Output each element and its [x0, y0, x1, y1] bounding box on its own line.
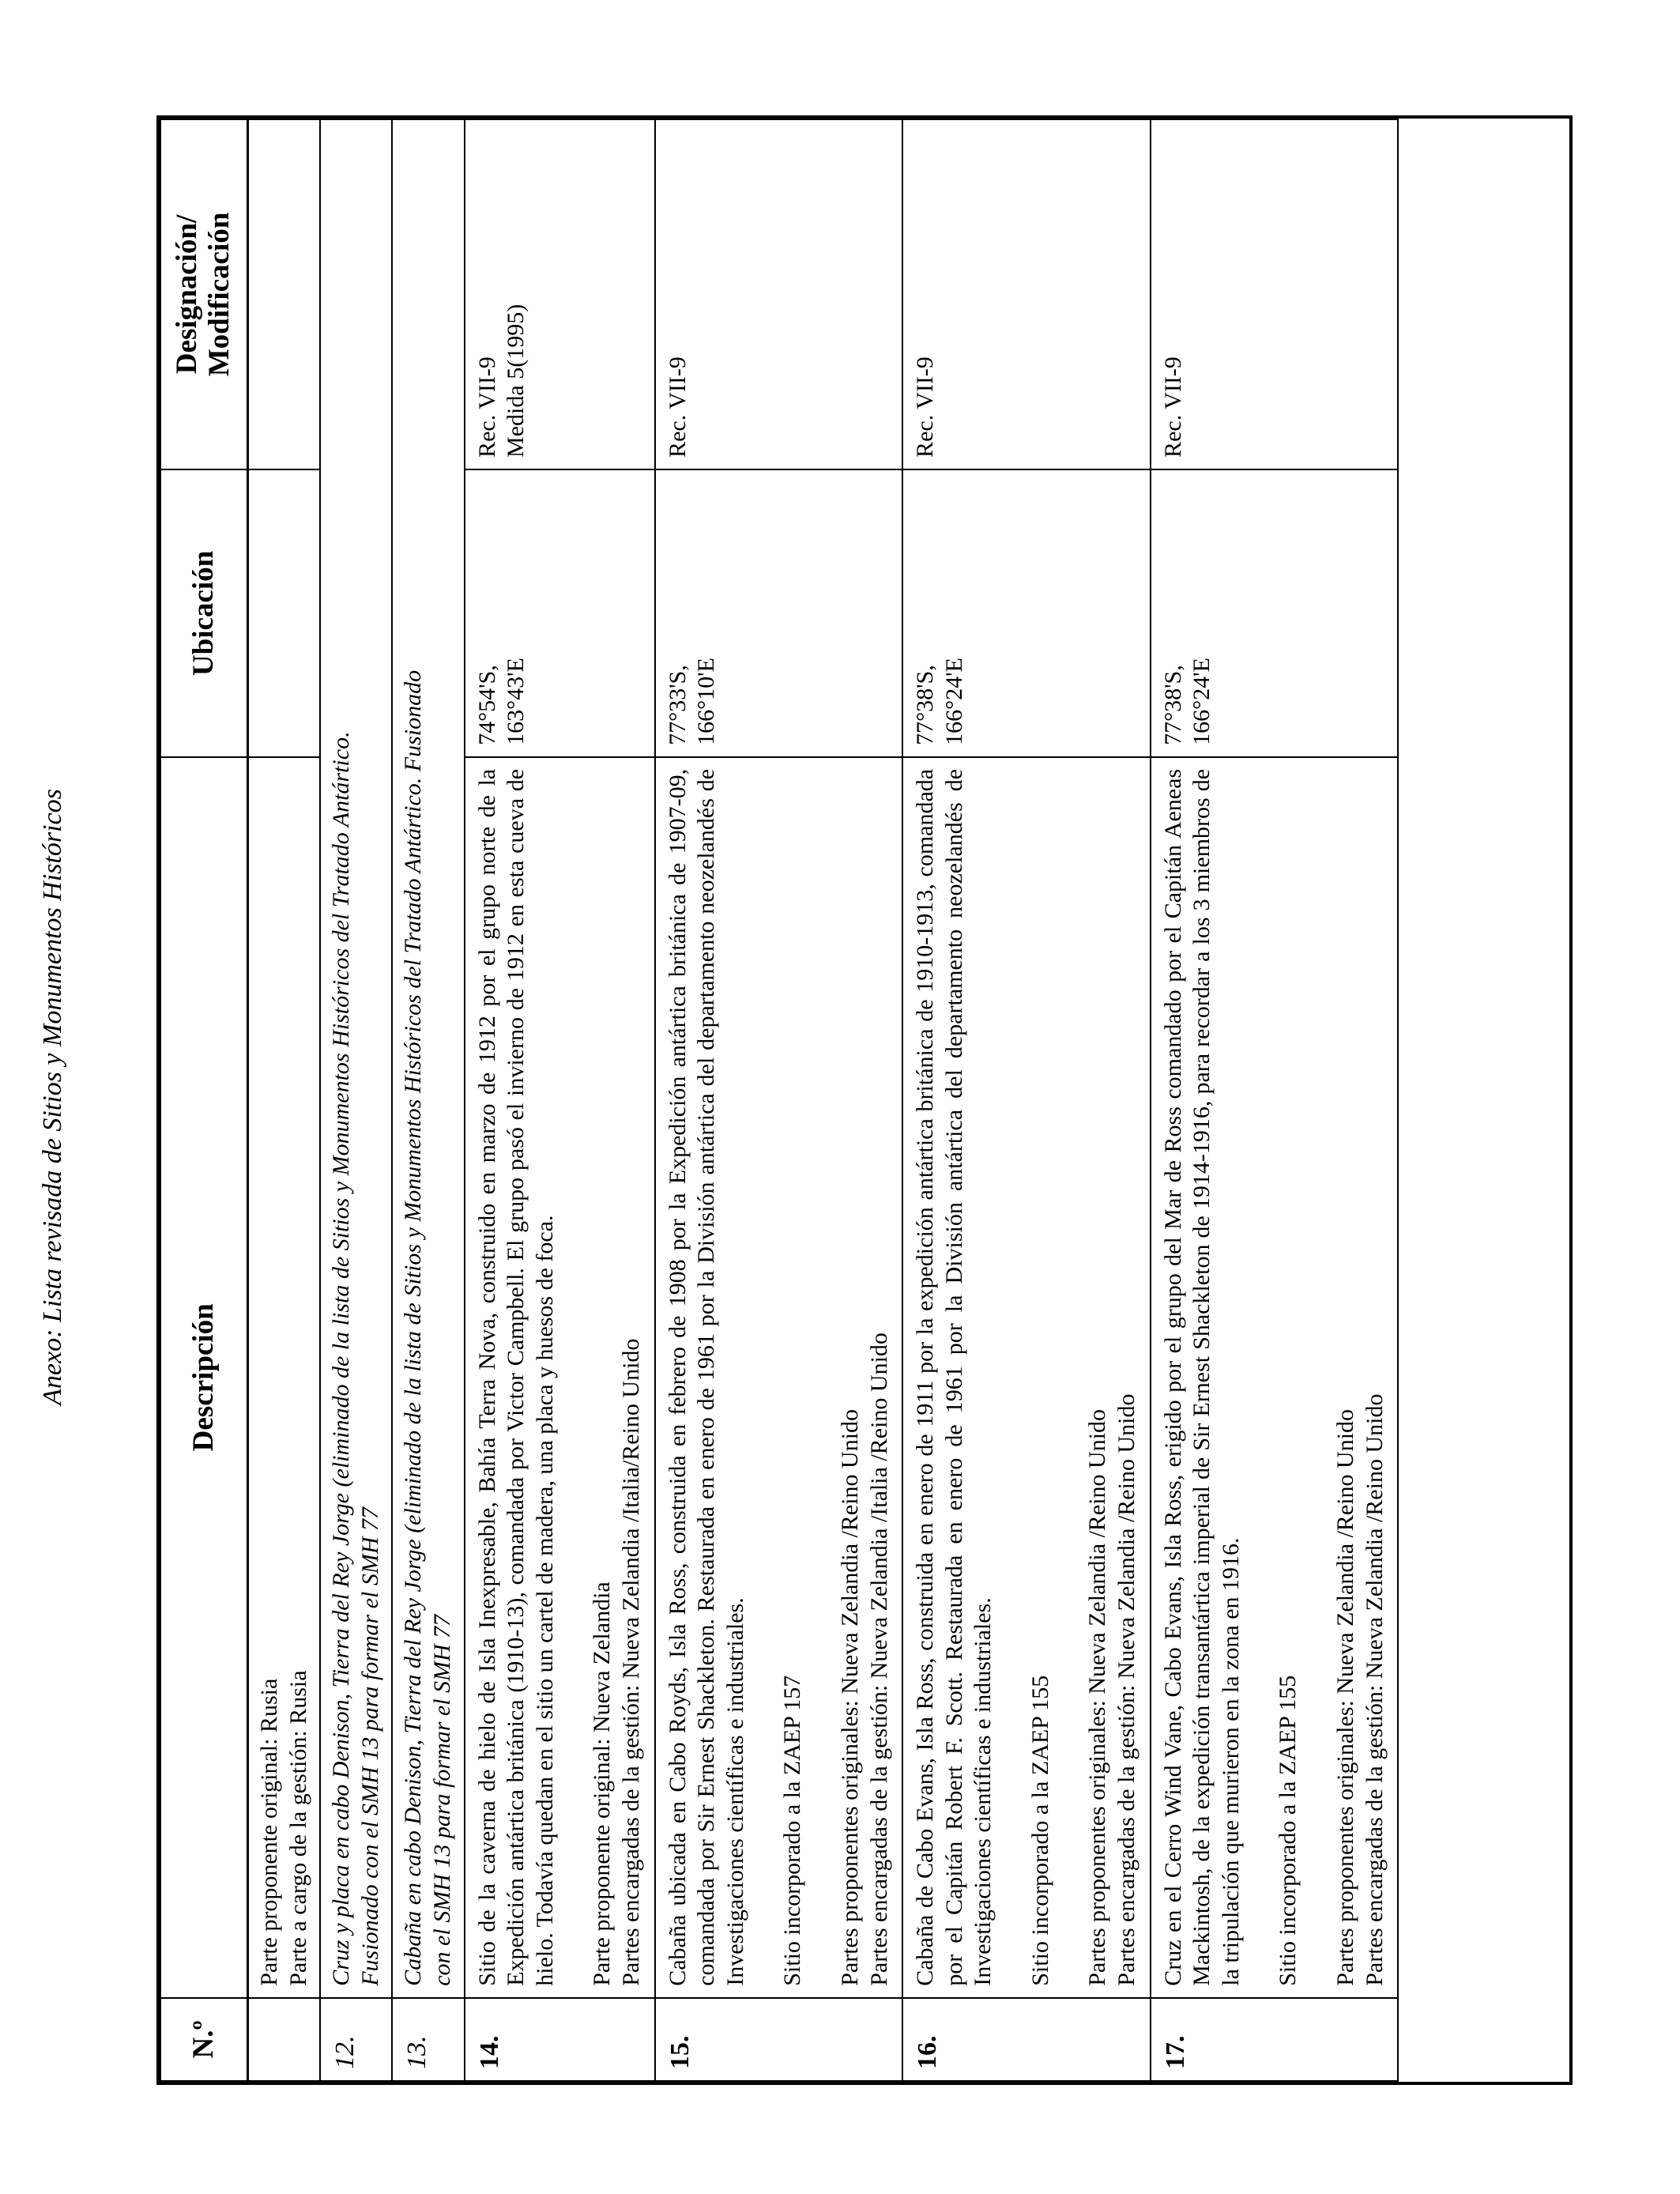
row-number: 13.: [392, 1998, 464, 2081]
latitude: 77°38'S,: [1159, 665, 1186, 745]
row-location: [1151, 469, 1399, 757]
managing-parties: Partes encargadas de la gestión: Nueva Zelandia /Reino Unido: [1113, 1393, 1140, 1986]
row-location: [655, 469, 903, 757]
header-location: Ubicación: [160, 469, 248, 757]
managing-parties: Partes encargadas de la gestión: Nueva Zelandia /Italia /Reino Unido: [865, 1333, 892, 1986]
table-row: [465, 119, 655, 2081]
latitude: 77°33'S,: [664, 665, 691, 745]
removed-note-line: con el SMH 13 para formar el SMH 77: [428, 1614, 455, 1986]
header-designation: [160, 119, 248, 469]
row-number: 17.: [1151, 1998, 1399, 2081]
incorporated-note: Sitio incorporado a la ZAEP 155: [1026, 1675, 1053, 1986]
header-designation-line2: Modificación: [203, 212, 235, 377]
table-row: [655, 119, 903, 2081]
row-designation: [655, 119, 903, 469]
table-row: [248, 119, 321, 2081]
row-designation: [1151, 119, 1399, 469]
row-number: 14.: [465, 1998, 655, 2081]
table-row: [392, 119, 464, 2081]
table-header-row: [160, 119, 248, 2081]
latitude: 77°38'S,: [912, 665, 939, 745]
table-row: [902, 119, 1151, 2081]
sites-table-frame: [156, 115, 1573, 2085]
managing-party: Parte a cargo de la gestión: Rusia: [284, 1670, 311, 1986]
row-designation: [902, 119, 1151, 469]
designation-ref: Rec. VII-9: [473, 356, 500, 458]
row-description: [248, 757, 321, 1998]
original-parties: Partes proponentes originales: Nueva Zelandia /Reino Unido: [836, 1408, 863, 1986]
longitude: 166°24'E: [940, 658, 967, 745]
header-description: Descripción: [160, 757, 248, 1998]
incorporated-note: Sitio incorporado a la ZAEP 157: [779, 1675, 806, 1986]
row-description: [902, 757, 1151, 1998]
row-designation: [465, 119, 655, 469]
sites-table: [160, 119, 1399, 2082]
row-number: 15.: [655, 1998, 903, 2081]
original-parties: Partes proponentes originales: Nueva Zelandia /Reino Unido: [1332, 1408, 1359, 1986]
site-description: Sitio de la caverna de hielo de Isla Inexpresable, Bahía Terra Nova, construido en marzo de 1912 por el grupo norte de la Expedición antártica británica (1910-13), comandada por Victor Campbell. El grupo pasó el invierno de 1912 en esta cueva de hielo. Todavía quedan en el sitio un cartel de madera, una placa y huesos de foca.: [473, 768, 558, 1986]
designation-ref: Rec. VII-9: [912, 356, 939, 458]
header-designation-line1: Designación/: [171, 214, 204, 375]
incorporated-note: Sitio incorporado a la ZAEP 155: [1275, 1675, 1301, 1986]
row-location: [248, 469, 321, 757]
original-party: Parte proponente original: Rusia: [256, 1678, 282, 1986]
original-parties: Partes proponentes originales: Nueva Zelandia /Reino Unido: [1084, 1408, 1111, 1986]
header-no: N.º: [160, 1998, 248, 2081]
managing-parties: Partes encargadas de la gestión: Nueva Zelandia /Reino Unido: [1361, 1393, 1388, 1986]
longitude: 166°24'E: [1188, 658, 1215, 745]
table-row: [1151, 119, 1399, 2081]
removed-note-line: Fusionado con el SMH 13 para formar el SMH 77: [356, 1506, 383, 1986]
row-description: [655, 757, 903, 1998]
row-description: [1151, 757, 1399, 1998]
row-number: 12.: [320, 1998, 392, 2081]
site-description: Cabaña de Cabo Evans, Isla Ross, construida en enero de 1911 por la expedición antártica británica de 1910-1913, comandada por el Capitán Robert F. Scott. Restaurada en enero de 1961 por la División antártica del departamento neozelandés de Investigaciones científicas e industriales.: [912, 768, 996, 1986]
row-location: [902, 469, 1151, 757]
designation-ref: Medida 5(1995): [503, 303, 529, 458]
designation-ref: Rec. VII-9: [664, 356, 691, 458]
longitude: 166°10'E: [693, 658, 720, 745]
latitude: 74°54'S,: [473, 665, 500, 745]
row-location: [465, 469, 655, 757]
longitude: 163°43'E: [503, 658, 529, 745]
row-removed-note: [392, 119, 464, 1998]
row-removed-note: [320, 119, 392, 1998]
page-title: Anexo: Lista revisada de Sitios y Monumentos Históricos: [38, 789, 67, 1405]
designation-ref: Rec. VII-9: [1159, 356, 1186, 458]
row-description: [465, 757, 655, 1998]
site-description: Cruz en el Cerro Wind Vane, Cabo Evans, Isla Ross, erigido por el grupo del Mar de Ross comandado por el Capitán Aeneas Mackintosh, de la expedición transantártica imperial de Sir Ernest Shackleton de 1914-1916, para recordar a los 3 miembros de la tripulación que murieron en la zona en 1916.: [1159, 768, 1244, 1986]
table-row: [320, 119, 392, 2081]
original-party: Parte proponente original: Nueva Zelandia: [589, 1581, 616, 1986]
site-description: Cabaña ubicada en Cabo Royds, Isla Ross, construida en febrero de 1908 por la Expedición antártica británica de 1907-09, comandada por Sir Ernest Shackleton. Restaurada en enero de 1961 por la División antártica del departamento neozelandés de Investigaciones científicas e industriales.: [664, 768, 748, 1986]
row-number: 16.: [902, 1998, 1151, 2081]
removed-note-line: Cabaña en cabo Denison, Tierra del Rey Jorge (eliminado de la lista de Sitios y Monumentos Históricos del Tratado Antártico. Fusionado: [400, 669, 427, 1986]
row-number: [248, 1998, 321, 2081]
removed-note-line: Cruz y placa en cabo Denison, Tierra del Rey Jorge (eliminado de la lista de Sitios y Monumentos Históricos del Tratado Antártico.: [328, 731, 355, 1986]
row-designation: [248, 119, 321, 469]
managing-parties: Partes encargadas de la gestión: Nueva Zelandia /Italia/Reino Unido: [617, 1338, 644, 1986]
